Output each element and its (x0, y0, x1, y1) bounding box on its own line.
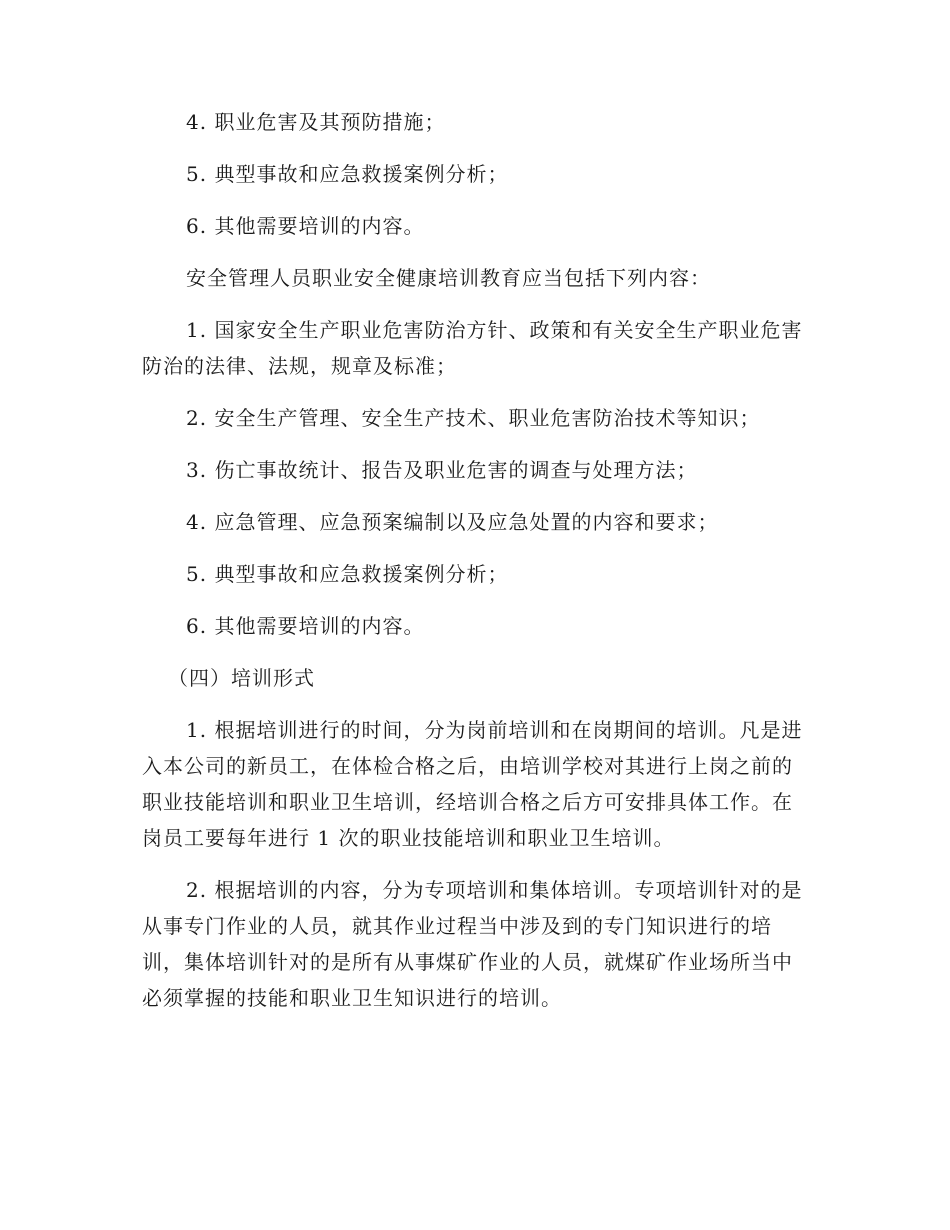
paragraph-6: 2. 安全生产管理、安全生产技术、职业危害防治技术等知识； (186, 406, 761, 430)
document-body (142, 104, 808, 1032)
paragraph-8: 4. 应急管理、应急预案编制以及应急处置的内容和要求； (186, 510, 719, 534)
paragraph-4: 安全管理人员职业安全健康培训教育应当包括下列内容： (186, 266, 711, 290)
paragraph-3: 6. 其他需要培训的内容。 (186, 214, 425, 238)
paragraph-1: 4. 职业危害及其预防措施； (186, 110, 446, 134)
paragraph-9: 5. 典型事故和应急救援案例分析； (186, 562, 509, 586)
paragraph-12: 1. 根据培训进行的时间，分为岗前培训和在岗期间的培训。凡是进入本公司的新员工，在体检合格之后，由培训学校对其进行上岗之前的职业技能培训和职业卫生培训，经培训合格之后方可安排具体工作。在岗员工要每年进行 1 次的职业技能培训和职业卫生培训。 (142, 718, 803, 850)
section-heading: （四）培训形式 (168, 666, 315, 690)
paragraph-2: 5. 典型事故和应急救援案例分析； (186, 162, 509, 186)
paragraph-7: 3. 伤亡事故统计、报告及职业危害的调查与处理方法； (186, 458, 698, 482)
paragraph-13: 2. 根据培训的内容，分为专项培训和集体培训。专项培训针对的是从事专门作业的人员，就其作业过程当中涉及到的专门知识进行的培训，集体培训针对的是所有从事煤矿作业的人员，就煤矿作业场所当中必须掌握的技能和职业卫生知识进行的培训。 (142, 878, 803, 1010)
paragraph-10: 6. 其他需要培训的内容。 (186, 614, 425, 638)
paragraph-5: 1. 国家安全生产职业危害防治方针、政策和有关安全生产职业危害防治的法律、法规，规章及标准； (142, 318, 803, 378)
